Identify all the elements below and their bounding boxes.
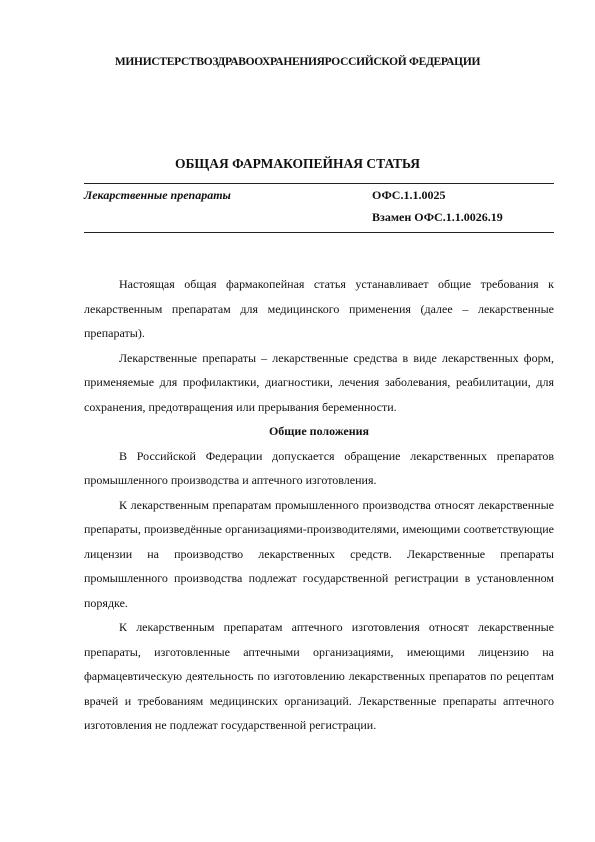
subject-label: Лекарственные препараты [84,188,231,202]
general-paragraph-2: К лекарственным препаратам промышленного производства относят лекарственные препараты, произведённые организациями-производителями, имеющими соответствующие лицензии на производство лекарственных средств. Лекарственные препараты промышленного производства подлежат государственной регистрации в установленном порядке. [84,497,554,610]
document-title: ОБЩАЯ ФАРМАКОПЕЙНАЯ СТАТЬЯ [174,156,421,171]
top-rule [84,183,554,184]
section-heading: Общие положения [268,424,370,438]
replaces-code: Взамен ОФС.1.1.0026.19 [372,210,503,224]
document-code: ОФС.1.1.0025 [372,188,446,202]
general-paragraph-3: К лекарственным препаратам аптечного изготовления относят лекарственные препараты, изготовленные аптечными организациями, имеющими лицензию на фармацевтическую деятельность по изготовлению лекарственных препаратов по рецептам врачей и требованиям медицинских организаций. Лекарственные препараты аптечного изготовления не подлежат государственной регистрации. [84,620,554,732]
ministry-header: МИНИСТЕРСТВОЗДРАВООХРАНЕНИЯРОССИЙСКОЙ ФЕДЕРАЦИИ [114,56,481,68]
document-body [84,272,554,738]
general-paragraph-1: В Российской Федерации допускается обращение лекарственных препаратов промышленного производства и аптечного изготовления. [84,448,554,487]
intro-paragraph-2: Лекарственные препараты – лекарственные средства в виде лекарственных форм, применяемые для профилактики, диагностики, лечения заболевания, реабилитации, для сохранения, предотвращения или прерывания беременности. [84,350,554,414]
intro-paragraph-1: Настоящая общая фармакопейная статья устанавливает общие требования к лекарственным препаратам для медицинского применения (далее – лекарственные препараты). [84,277,554,340]
bottom-rule [84,232,554,233]
